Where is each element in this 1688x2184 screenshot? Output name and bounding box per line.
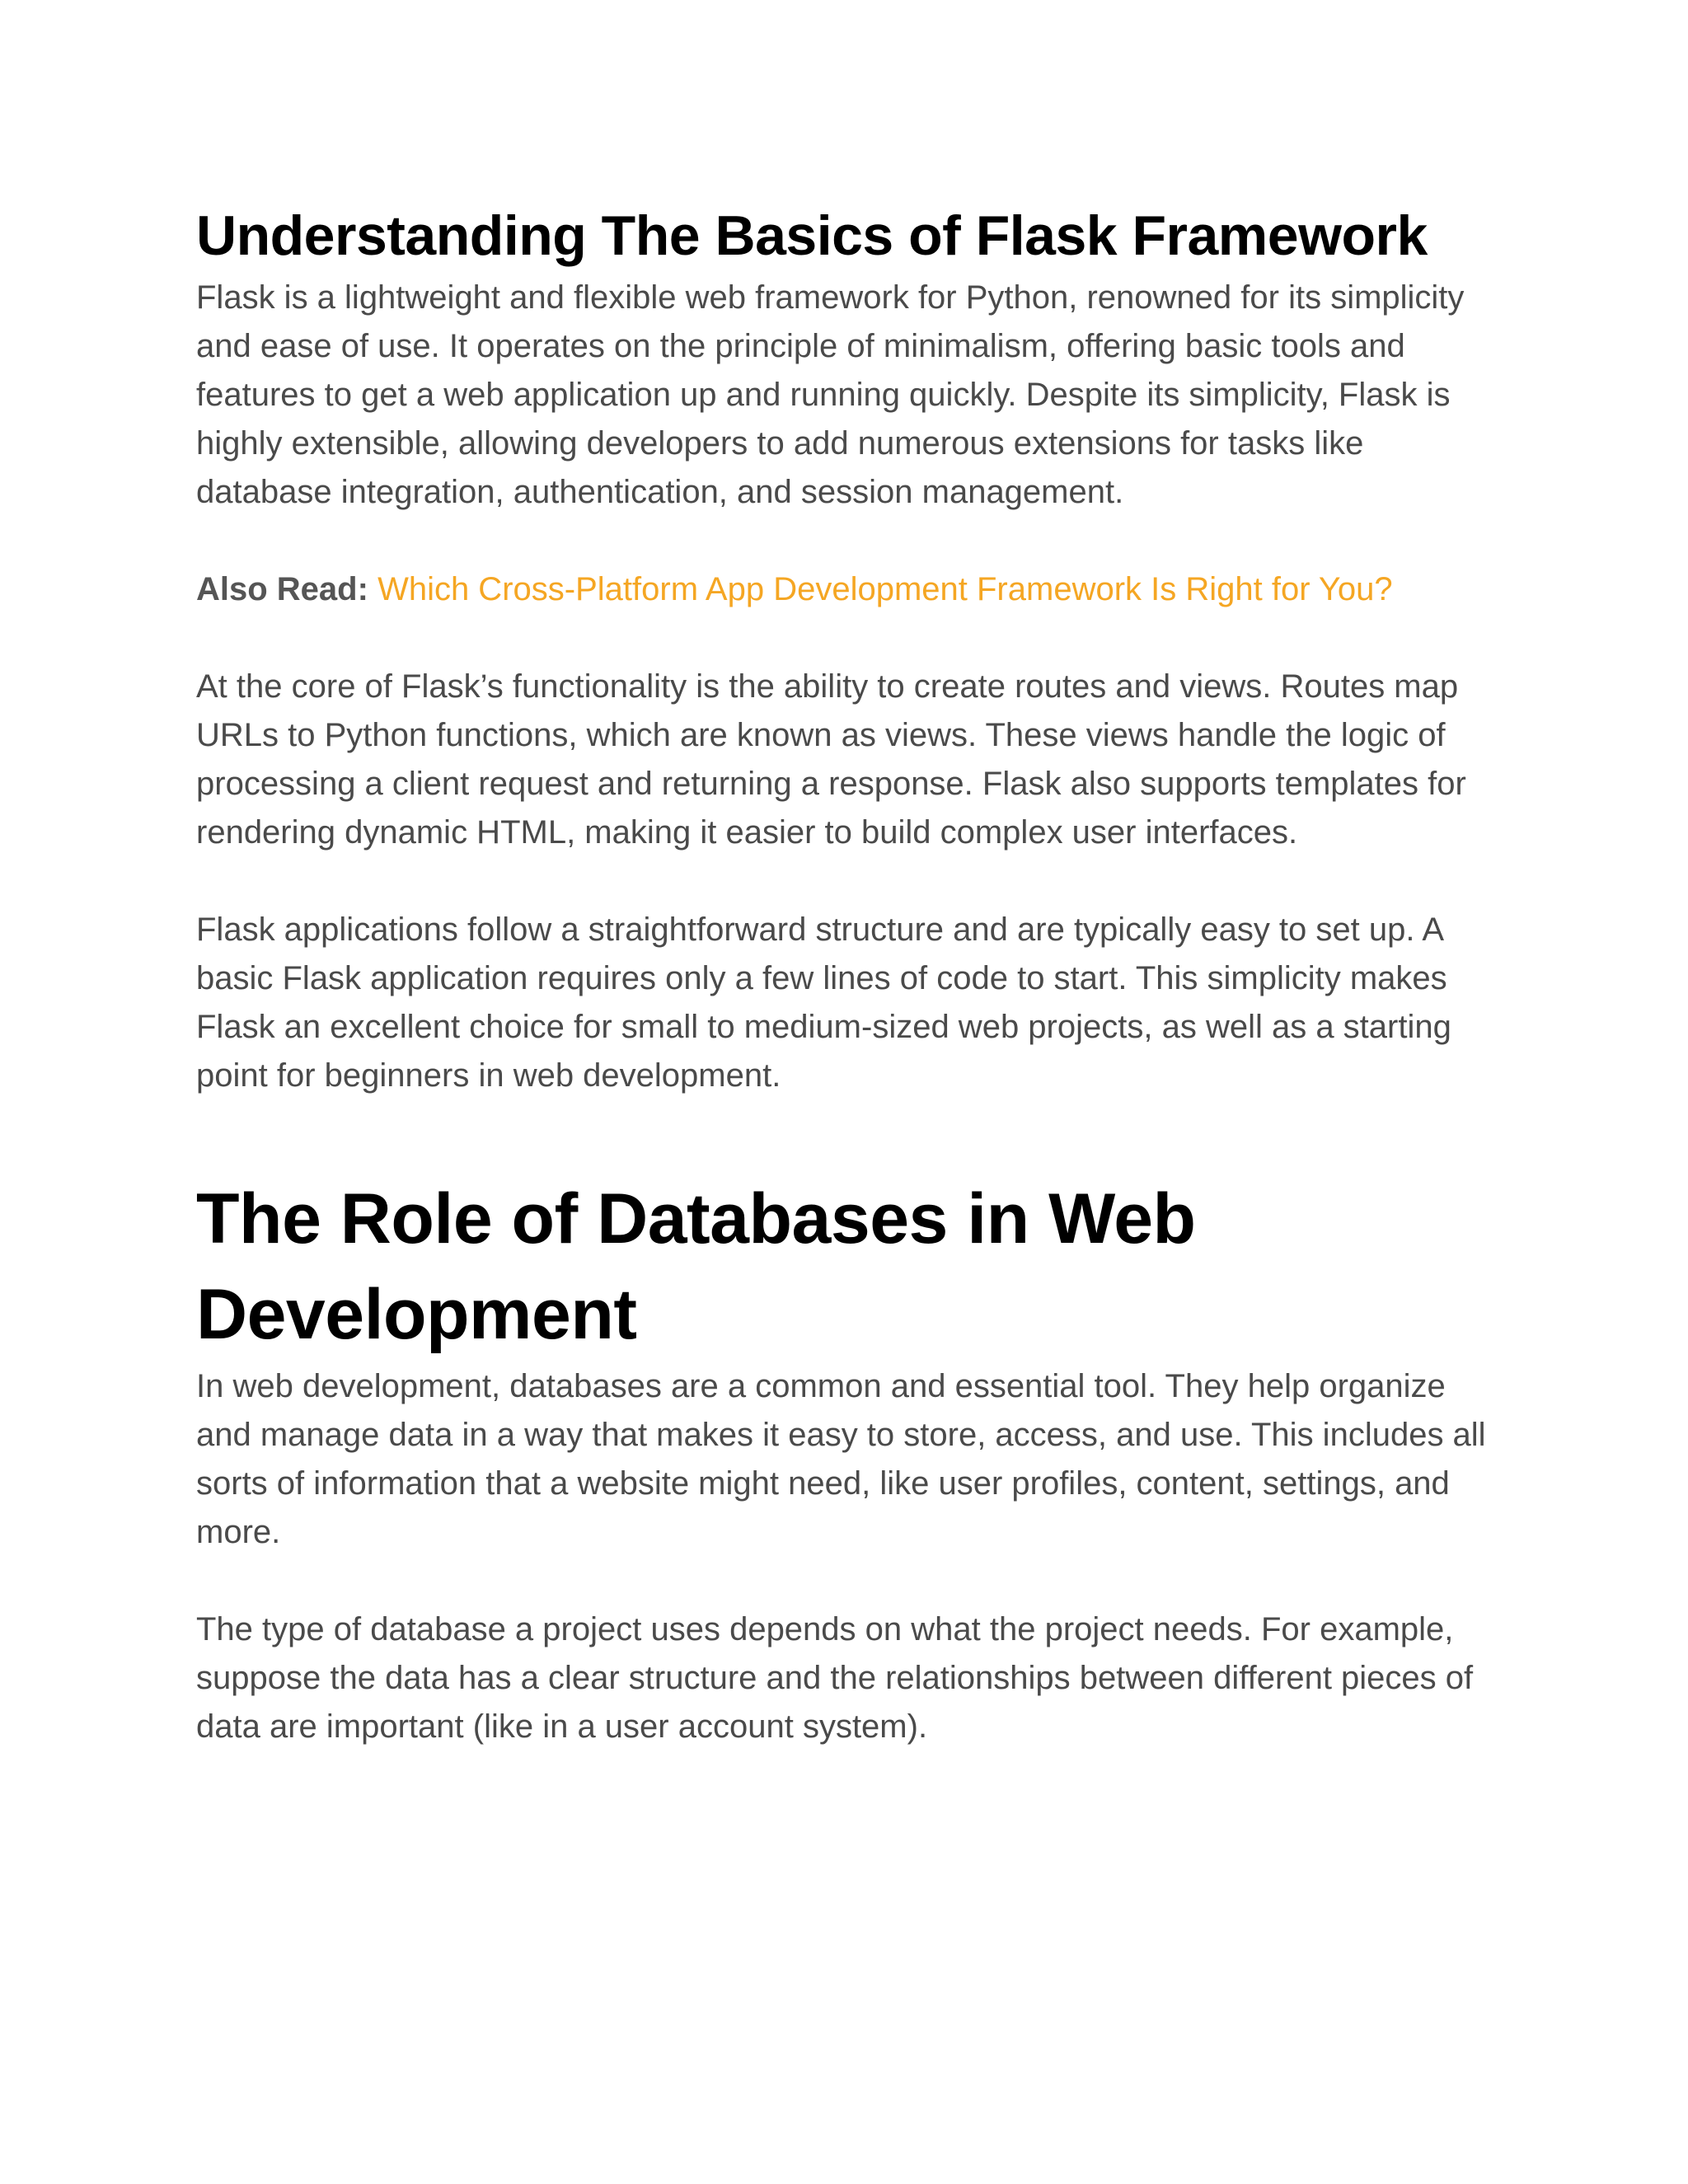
paragraph-database-type: The type of database a project uses depends on what the project needs. For example, suppose the data has a clear structure and the relationships between different pieces of data are important (like in a user account system). (196, 1611, 1474, 1745)
paragraph-routes-views: At the core of Flask’s functionality is the ability to create routes and views. Routes map URLs to Python functions, which are known as views. These views handle the logic of processing a client request and returning a response. Flask also supports templates for rendering dynamic HTML, making it easier to build complex user interfaces. (196, 668, 1466, 851)
also-read-label: Also Read: (196, 571, 368, 607)
paragraph-flask-structure: Flask applications follow a straightforward structure and are typically easy to set up. A basic Flask application requires only a few lines of code to start. This simplicity makes Flask an excellent choice for small to medium-sized web projects, as well as a starting point for beginners in web development. (196, 912, 1451, 1094)
paragraph-flask-intro: Flask is a lightweight and flexible web framework for Python, renowned for its simplicity and ease of use. It operates on the principle of minimalism, offering basic tools and features to get a web application up and running quickly. Despite its simplicity, Flask is highly extensible, allowing developers to add numerous extensions for tasks like database integration, authentication, and session management. (196, 279, 1465, 510)
also-read-line (196, 565, 1498, 614)
document-page (196, 198, 1498, 1751)
paragraph-databases-intro: In web development, databases are a common and essential tool. They help organize and manage data in a way that makes it easy to store, access, and use. This includes all sorts of information that a website might need, like user profiles, content, settings, and more. (196, 1368, 1486, 1550)
also-read-link[interactable]: Which Cross-Platform App Development Framework Is Right for You? (377, 571, 1393, 607)
section-title-flask-basics: Understanding The Basics of Flask Framework (196, 204, 1428, 267)
section-title-databases: The Role of Databases in Web Development (196, 1179, 1196, 1354)
